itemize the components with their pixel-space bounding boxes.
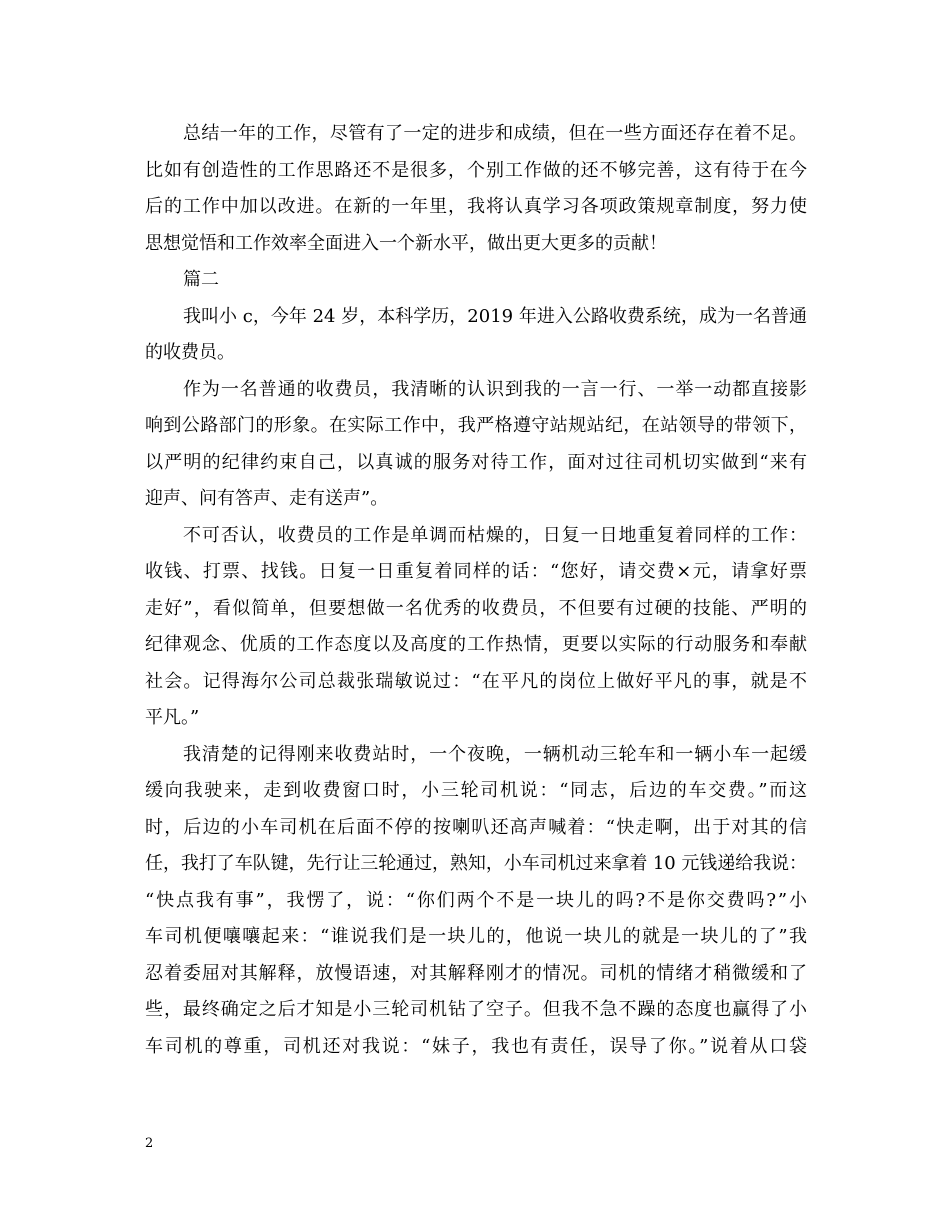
text-line: 走好”，看似简单，但要想做一名优秀的收费员，不但要有过硬的技能、严明的 [145,597,809,619]
text-line: “快点我有事”，我愣了，说：“你们两个不是一块儿的吗?不是你交费吗?”小 [145,889,809,911]
text-line: 缓向我驶来，走到收费窗口时，小三轮司机说：“同志，后边的车交费。”而这 [145,780,809,801]
text-line: 车司机的尊重，司机还对我说：“妹子，我也有责任，误导了你。”说着从口袋 [145,1035,809,1057]
text-line: 我清楚的记得刚来收费站时，一个夜晚，一辆机动三轮车和一辆小车一起缓 [183,743,808,765]
text-line: 平凡。” [145,707,200,728]
text-line: 以严明的纪律约束自己，以真诚的服务对待工作，面对过往司机切实做到“来有 [145,451,809,473]
text-line: 作为一名普通的收费员，我清晰的认识到我的一言一行、一举一动都直接影 [183,378,808,400]
text-line: 迎声、问有答声、走有送声”。 [145,488,389,509]
text-line: 不可否认，收费员的工作是单调而枯燥的，日复一日地重复着同样的工作： [183,524,808,546]
text-line: 篇二 [183,269,219,290]
text-line: 比如有创造性的工作思路还不是很多，个别工作做的还不够完善，这有待于在今 [145,159,808,181]
text-line: 忍着委屈对其解释，放慢语速，对其解释刚才的情况。司机的情绪才稍微缓和了 [145,962,808,984]
page-number: 2 [145,1136,154,1151]
text-line: 响到公路部门的形象。在实际工作中，我严格遵守站规站纪，在站领导的带领下， [145,415,808,436]
text-line: 时，后边的小车司机在后面不停的按喇叭还高声喊着：“快走啊，出于对其的信 [145,816,809,838]
text-line: 思想觉悟和工作效率全面进入一个新水平，做出更大更多的贡献！ [145,232,667,254]
text-line: 我叫小 c，今年 24 岁，本科学历，2019 年进入公路收费系统，成为一名普通 [183,305,807,327]
document-body [145,116,807,1065]
text-line: 些，最终确定之后才知是小三轮司机钻了空子。但我不急不躁的态度也赢得了小 [145,999,808,1020]
text-line: 后的工作中加以改进。在新的一年里，我将认真学习各项政策规章制度，努力使 [145,196,808,217]
text-line: 总结一年的工作，尽管有了一定的进步和成绩，但在一些方面还存在着不足。 [183,123,808,144]
text-line: 社会。记得海尔公司总裁张瑞敏说过：“在平凡的岗位上做好平凡的事，就是不 [145,670,809,692]
text-line: 的收费员。 [145,342,235,363]
text-line: 纪律观念、优质的工作态度以及高度的工作热情，更要以实际的行动服务和奉献 [145,634,808,655]
text-line: 收钱、打票、找钱。日复一日重复着同样的话：“您好，请交费×元，请拿好票 [145,561,809,582]
text-line: 任，我打了车队键，先行让三轮通过，熟知，小车司机过来拿着 10 元钱递给我说： [145,853,807,874]
text-line: 车司机便嚷嚷起来：“谁说我们是一块儿的，他说一块儿的就是一块儿的了”我 [145,926,809,947]
